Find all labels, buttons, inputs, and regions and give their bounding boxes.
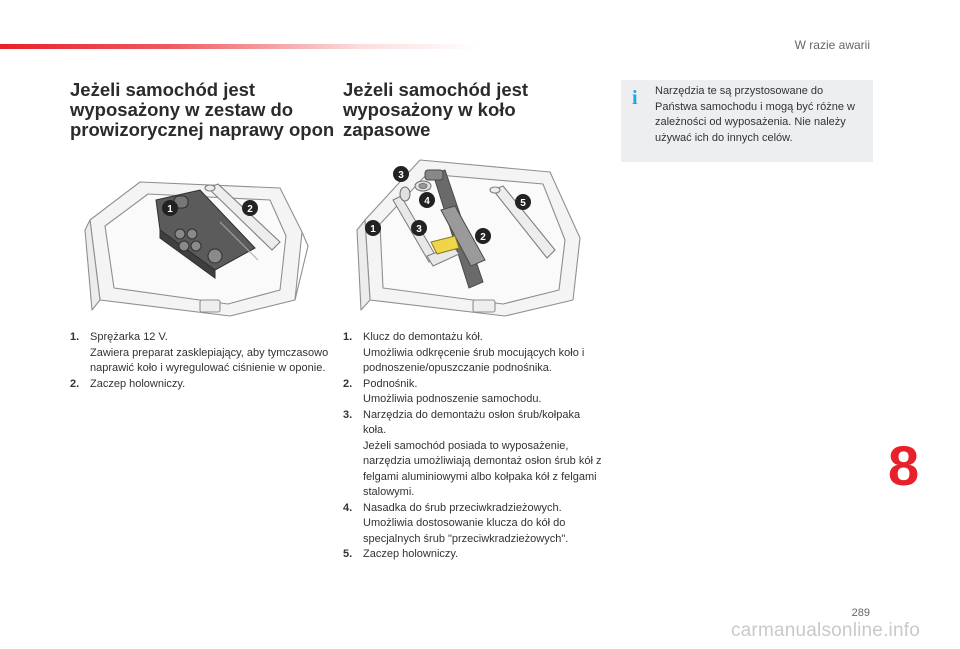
section-title: W razie awarii — [794, 38, 870, 52]
right-item-list — [343, 330, 603, 563]
right-column-title: Jeżeli samochód jest wyposażony w koło zapasowe — [343, 79, 529, 140]
info-icon: i — [632, 87, 638, 109]
item-number: 2. — [343, 377, 353, 390]
watermark: carmanualsonline.info — [730, 620, 920, 641]
svg-text:2: 2 — [480, 232, 486, 243]
item-number: 1. — [70, 331, 80, 343]
svg-text:3: 3 — [398, 170, 404, 181]
item-text: Sprężarka 12 V. — [90, 331, 168, 343]
item-number: 3. — [343, 408, 353, 421]
item-number: 1. — [343, 331, 353, 343]
list-item — [343, 408, 603, 501]
item-number: 5. — [343, 548, 353, 560]
header-accent-bar — [0, 44, 480, 49]
svg-text:5: 5 — [520, 198, 526, 209]
item-text: Podnośnik. — [363, 377, 418, 390]
list-item — [70, 377, 330, 393]
repair-kit-illustration — [80, 160, 310, 320]
item-text: Narzędzia do demontażu osłon śrub/kołpaka koła. — [363, 408, 581, 436]
left-item-list — [70, 330, 330, 392]
item-text: Nasadka do śrub przeciwkradzieżowych. — [363, 501, 562, 514]
item-text: Zawiera preparat zasklepiający, aby tymczasowo naprawić koło i wyregulować ciśnienie w oponie. — [90, 346, 329, 374]
info-box — [621, 80, 873, 162]
list-item — [343, 501, 603, 548]
info-text: Narzędzia te są przystosowane do Państwa samochodu i mogą być różne w zależności od wyposażenia. Nie należy używać ich do innych celów. — [655, 85, 855, 144]
page-number: 289 — [851, 607, 870, 619]
item-text: Umożliwia odkręcenie śrub mocujących koło i podnoszenie/opuszczanie podnośnika. — [363, 346, 585, 374]
list-item — [343, 330, 603, 377]
list-item — [70, 330, 330, 377]
list-item — [343, 547, 603, 563]
item-number: 4. — [343, 501, 353, 514]
item-text: Klucz do demontażu kół. — [363, 331, 483, 343]
svg-text:2: 2 — [247, 204, 253, 215]
list-item — [343, 377, 603, 408]
svg-text:3: 3 — [416, 224, 422, 235]
item-text: Zaczep holowniczy. — [90, 377, 186, 390]
left-column-title: Jeżeli samochód jest wyposażony w zestaw do prowizorycznej naprawy opon — [70, 79, 335, 140]
chapter-number: 8 — [888, 434, 920, 497]
svg-text:4: 4 — [424, 196, 430, 207]
item-number: 2. — [70, 377, 80, 390]
spare-wheel-tools-illustration — [345, 150, 585, 320]
svg-text:1: 1 — [167, 204, 173, 215]
item-text: Umożliwia dostosowanie klucza do kół do specjalnych śrub "przeciwkradzieżowych". — [363, 517, 569, 545]
item-text: Jeżeli samochód posiada to wyposażenie, narzędzia umożliwiają demontaż osłon śrub kół z felgami aluminiowymi albo kołpaka kół z felgami stalowymi. — [363, 439, 602, 498]
item-text: Umożliwia podnoszenie samochodu. — [363, 393, 542, 405]
item-text: Zaczep holowniczy. — [363, 548, 459, 560]
svg-text:1: 1 — [370, 224, 376, 235]
